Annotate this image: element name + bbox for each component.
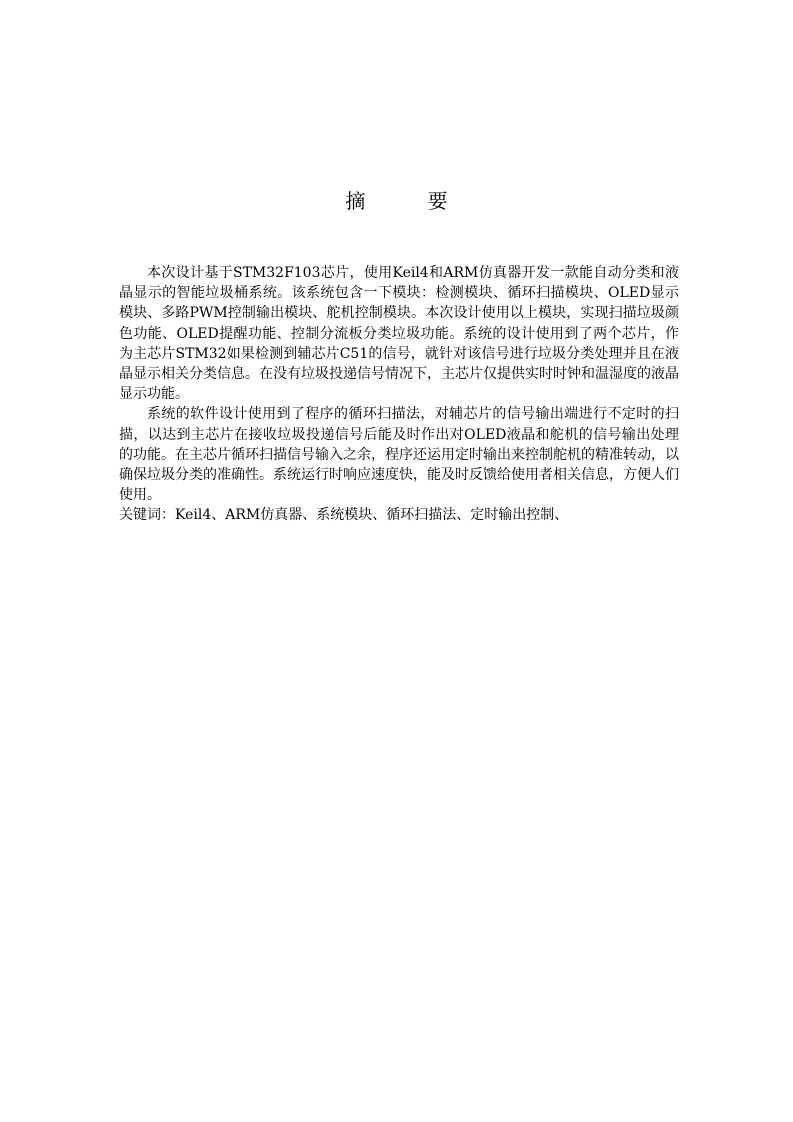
- keywords-line: 关键词：Keil4、ARM仿真器、系统模块、循环扫描法、定时输出控制、: [119, 507, 569, 524]
- page-title: 摘 要: [345, 189, 476, 213]
- abstract-paragraph-1: 本次设计基于STM32F103芯片，使用Keil4和ARM仿真器开发一款能自动分类和液晶显示的智能垃圾桶系统。该系统包含一下模块：检测模块、循环扫描模块、OLED显示模块、多路PWM控制输出模块、舵机控制模块。本次设计使用以上模块，实现扫描垃圾颜色功能、OLED提醒功能、控制分流板分类垃圾功能。系统的设计使用到了两个芯片，作为主芯片STM32如果检测到辅芯片C51的信号，就针对该信号进行垃圾分类处理并且在液晶显示相关分类信息。在没有垃圾投递信号情况下，主芯片仅提供实时时钟和温湿度的液晶显示功能。: [119, 265, 679, 403]
- abstract-body: [119, 263, 679, 526]
- abstract-paragraph-2: 系统的软件设计使用到了程序的循环扫描法，对辅芯片的信号输出端进行不定时的扫描，以达到主芯片在接收垃圾投递信号后能及时作出对OLED液晶和舵机的信号输出处理的功能。在主芯片循环扫描信号输入之余，程序还运用定时输出来控制舵机的精准转动，以确保垃圾分类的准确性。系统运行时响应速度快，能及时反馈给使用者相关信息，方便人们使用。: [119, 406, 679, 504]
